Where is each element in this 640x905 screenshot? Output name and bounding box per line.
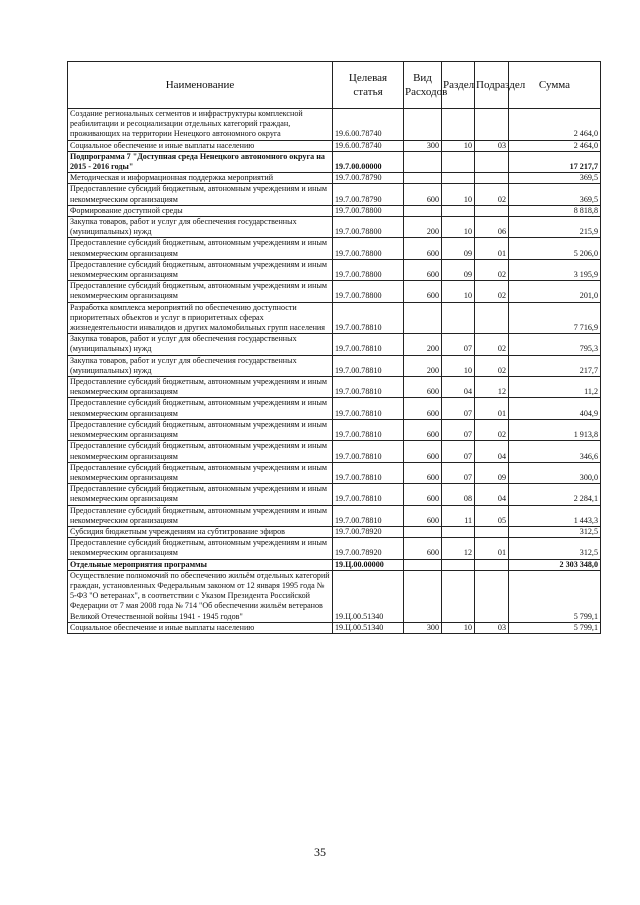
row-expense-type-cell: 600 (404, 238, 442, 259)
row-subsection-cell: 01 (475, 238, 509, 259)
row-section-cell: 09 (442, 238, 475, 259)
table-row (68, 377, 601, 398)
row-section-cell (442, 526, 475, 537)
row-sum-cell: 5 206,0 (509, 238, 601, 259)
row-sum-cell: 1 443,3 (509, 505, 601, 526)
row-name-cell: Предоставление субсидий бюджетным, автономным учреждениям и иным некоммерческим организациям (68, 377, 333, 398)
row-section-cell: 04 (442, 377, 475, 398)
row-name-cell: Закупка товаров, работ и услуг для обеспечения государственных (муниципальных) нужд (68, 334, 333, 355)
table-row (68, 109, 601, 141)
row-sum-cell: 795,3 (509, 334, 601, 355)
row-expense-type-cell: 600 (404, 377, 442, 398)
row-sum-cell: 404,9 (509, 398, 601, 419)
table-row (68, 184, 601, 205)
row-expense-type-cell (404, 526, 442, 537)
row-expense-type-cell: 300 (404, 140, 442, 151)
row-name-cell: Предоставление субсидий бюджетным, автономным учреждениям и иным некоммерческим организациям (68, 462, 333, 483)
row-name-cell: Методическая и информационная поддержка мероприятий (68, 173, 333, 184)
row-target-article-cell: 19.7.00.78810 (333, 334, 404, 355)
row-subsection-cell: 05 (475, 505, 509, 526)
row-expense-type-cell (404, 570, 442, 622)
row-section-cell (442, 302, 475, 334)
row-subsection-cell (475, 173, 509, 184)
row-name-cell: Предоставление субсидий бюджетным, автономным учреждениям и иным некоммерческим организациям (68, 505, 333, 526)
row-section-cell: 10 (442, 622, 475, 633)
table-row (68, 173, 601, 184)
row-name-cell: Разработка комплекса мероприятий по обеспечению доступности приоритетных объектов и услуг в приоритетных сферах жизнедеятельности инвалидов и других маломобильных групп населения (68, 302, 333, 334)
table-row (68, 398, 601, 419)
table-body (68, 109, 601, 634)
row-target-article-cell: 19.7.00.78800 (333, 281, 404, 302)
row-target-article-cell: 19.7.00.78800 (333, 259, 404, 280)
row-expense-type-cell: 600 (404, 441, 442, 462)
row-name-cell: Социальное обеспечение и иные выплаты населению (68, 622, 333, 633)
table-row (68, 559, 601, 570)
row-section-cell: 10 (442, 355, 475, 376)
row-expense-type-cell (404, 109, 442, 141)
row-sum-cell: 312,5 (509, 538, 601, 559)
header-section: Раздел (442, 62, 475, 109)
row-sum-cell: 369,5 (509, 173, 601, 184)
row-subsection-cell: 02 (475, 281, 509, 302)
row-name-cell: Предоставление субсидий бюджетным, автономным учреждениям и иным некоммерческим организациям (68, 398, 333, 419)
row-sum-cell: 7 716,9 (509, 302, 601, 334)
row-target-article-cell: 19.7.00.78800 (333, 238, 404, 259)
row-subsection-cell: 04 (475, 441, 509, 462)
table-row (68, 259, 601, 280)
row-expense-type-cell (404, 302, 442, 334)
row-expense-type-cell (404, 173, 442, 184)
row-subsection-cell: 12 (475, 377, 509, 398)
row-expense-type-cell: 200 (404, 334, 442, 355)
table-row (68, 302, 601, 334)
row-sum-cell: 2 303 348,0 (509, 559, 601, 570)
row-subsection-cell (475, 559, 509, 570)
table-row (68, 281, 601, 302)
row-sum-cell: 17 217,7 (509, 151, 601, 172)
table-row (68, 462, 601, 483)
row-name-cell: Предоставление субсидий бюджетным, автономным учреждениям и иным некоммерческим организациям (68, 484, 333, 505)
row-section-cell: 10 (442, 217, 475, 238)
row-name-cell: Социальное обеспечение и иные выплаты населению (68, 140, 333, 151)
row-sum-cell: 3 195,9 (509, 259, 601, 280)
row-section-cell: 07 (442, 398, 475, 419)
row-subsection-cell (475, 302, 509, 334)
row-subsection-cell (475, 526, 509, 537)
row-name-cell: Субсидия бюджетным учреждениям на субтитрование эфиров (68, 526, 333, 537)
row-name-cell: Предоставление субсидий бюджетным, автономным учреждениям и иным некоммерческим организациям (68, 538, 333, 559)
row-target-article-cell: 19.7.00.78810 (333, 377, 404, 398)
row-subsection-cell: 03 (475, 140, 509, 151)
row-sum-cell: 8 818,8 (509, 205, 601, 216)
row-target-article-cell: 19.7.00.78810 (333, 462, 404, 483)
row-target-article-cell: 19.7.00.78810 (333, 441, 404, 462)
row-subsection-cell: 02 (475, 334, 509, 355)
row-expense-type-cell: 600 (404, 484, 442, 505)
row-subsection-cell: 06 (475, 217, 509, 238)
page-number: 35 (314, 845, 326, 859)
row-name-cell: Создание региональных сегментов и инфраструктуры комплексной реабилитации и ресоциализации отдельных категорий граждан, проживающих на территории Ненецкого автономного округа (68, 109, 333, 141)
row-expense-type-cell (404, 151, 442, 172)
row-target-article-cell: 19.7.00.78920 (333, 526, 404, 537)
row-target-article-cell: 19.7.00.78800 (333, 205, 404, 216)
row-name-cell: Предоставление субсидий бюджетным, автономным учреждениям и иным некоммерческим организациям (68, 238, 333, 259)
row-expense-type-cell: 600 (404, 538, 442, 559)
row-target-article-cell: 19.7.00.78920 (333, 538, 404, 559)
row-target-article-cell: 19.7.00.78790 (333, 184, 404, 205)
row-expense-type-cell: 200 (404, 217, 442, 238)
row-sum-cell: 1 913,8 (509, 419, 601, 440)
row-sum-cell: 5 799,1 (509, 570, 601, 622)
table-row (68, 217, 601, 238)
table-row (68, 622, 601, 633)
row-name-cell: Отдельные мероприятия программы (68, 559, 333, 570)
table-row (68, 151, 601, 172)
row-name-cell: Предоставление субсидий бюджетным, автономным учреждениям и иным некоммерческим организациям (68, 259, 333, 280)
table-row (68, 205, 601, 216)
row-section-cell (442, 173, 475, 184)
row-section-cell: 09 (442, 259, 475, 280)
row-section-cell: 10 (442, 184, 475, 205)
row-expense-type-cell: 600 (404, 462, 442, 483)
row-expense-type-cell: 300 (404, 622, 442, 633)
row-target-article-cell: 19.6.00.78740 (333, 140, 404, 151)
row-name-cell: Осуществление полномочий по обеспечению жильём отдельных категорий граждан, установленных Федеральным законом от 12 января 1995 года № 5-ФЗ "О ветеранах", в соответствии с Указом Президента Российской Федерации от 7 мая 2008 года № 714 "Об обеспечении жильём ветеранов Великой Отечественной войны 1941 - 1945 годов" (68, 570, 333, 622)
row-subsection-cell (475, 205, 509, 216)
table-header-row (68, 62, 601, 109)
row-sum-cell: 2 464,0 (509, 109, 601, 141)
row-name-cell: Закупка товаров, работ и услуг для обеспечения государственных (муниципальных) нужд (68, 217, 333, 238)
row-expense-type-cell: 600 (404, 419, 442, 440)
row-section-cell (442, 151, 475, 172)
row-expense-type-cell: 600 (404, 398, 442, 419)
table-row (68, 526, 601, 537)
row-subsection-cell (475, 570, 509, 622)
row-sum-cell: 300,0 (509, 462, 601, 483)
row-section-cell: 07 (442, 441, 475, 462)
row-target-article-cell: 19.7.00.78810 (333, 398, 404, 419)
row-sum-cell: 11,2 (509, 377, 601, 398)
row-target-article-cell: 19.7.00.78810 (333, 419, 404, 440)
row-sum-cell: 346,6 (509, 441, 601, 462)
row-target-article-cell: 19.7.00.00000 (333, 151, 404, 172)
row-expense-type-cell: 600 (404, 184, 442, 205)
row-target-article-cell: 19.7.00.78810 (333, 302, 404, 334)
row-section-cell: 11 (442, 505, 475, 526)
row-target-article-cell: 19.Ц.00.51340 (333, 622, 404, 633)
header-target-article: Целевая статья (333, 62, 404, 109)
row-target-article-cell: 19.7.00.78810 (333, 484, 404, 505)
header-expense-type: Вид Расходов (404, 62, 442, 109)
table-row (68, 238, 601, 259)
row-expense-type-cell (404, 559, 442, 570)
budget-table (67, 61, 601, 634)
table-row (68, 140, 601, 151)
row-name-cell: Формирование доступной среды (68, 205, 333, 216)
table-row (68, 538, 601, 559)
row-subsection-cell: 04 (475, 484, 509, 505)
table-row (68, 355, 601, 376)
row-sum-cell: 5 799,1 (509, 622, 601, 633)
row-target-article-cell: 19.Ц.00.00000 (333, 559, 404, 570)
row-subsection-cell: 01 (475, 538, 509, 559)
row-section-cell: 10 (442, 281, 475, 302)
row-section-cell (442, 570, 475, 622)
row-subsection-cell (475, 109, 509, 141)
header-name: Наименование (68, 62, 333, 109)
table-row (68, 484, 601, 505)
header-subsection: Подраздел (475, 62, 509, 109)
table-row (68, 441, 601, 462)
row-section-cell (442, 559, 475, 570)
row-subsection-cell (475, 151, 509, 172)
row-subsection-cell: 02 (475, 419, 509, 440)
row-sum-cell: 2 284,1 (509, 484, 601, 505)
row-sum-cell: 215,9 (509, 217, 601, 238)
row-name-cell: Предоставление субсидий бюджетным, автономным учреждениям и иным некоммерческим организациям (68, 184, 333, 205)
row-expense-type-cell (404, 205, 442, 216)
row-sum-cell: 312,5 (509, 526, 601, 537)
row-subsection-cell: 01 (475, 398, 509, 419)
row-target-article-cell: 19.7.00.78810 (333, 505, 404, 526)
row-section-cell: 12 (442, 538, 475, 559)
row-section-cell: 10 (442, 140, 475, 151)
row-sum-cell: 2 464,0 (509, 140, 601, 151)
row-target-article-cell: 19.6.00.78740 (333, 109, 404, 141)
row-target-article-cell: 19.7.00.78810 (333, 355, 404, 376)
row-subsection-cell: 09 (475, 462, 509, 483)
row-section-cell: 08 (442, 484, 475, 505)
row-sum-cell: 369,5 (509, 184, 601, 205)
row-name-cell: Закупка товаров, работ и услуг для обеспечения государственных (муниципальных) нужд (68, 355, 333, 376)
row-name-cell: Подпрограмма 7 "Доступная среда Ненецкого автономного округа на 2015 - 2016 годы" (68, 151, 333, 172)
row-subsection-cell: 03 (475, 622, 509, 633)
row-target-article-cell: 19.Ц.00.51340 (333, 570, 404, 622)
row-sum-cell: 201,0 (509, 281, 601, 302)
table-row (68, 570, 601, 622)
row-expense-type-cell: 600 (404, 505, 442, 526)
row-section-cell: 07 (442, 334, 475, 355)
row-subsection-cell: 02 (475, 355, 509, 376)
row-section-cell: 07 (442, 419, 475, 440)
row-section-cell (442, 205, 475, 216)
table-row (68, 334, 601, 355)
row-sum-cell: 217,7 (509, 355, 601, 376)
row-target-article-cell: 19.7.00.78790 (333, 173, 404, 184)
row-expense-type-cell: 200 (404, 355, 442, 376)
row-subsection-cell: 02 (475, 184, 509, 205)
row-section-cell: 07 (442, 462, 475, 483)
row-name-cell: Предоставление субсидий бюджетным, автономным учреждениям и иным некоммерческим организациям (68, 441, 333, 462)
row-expense-type-cell: 600 (404, 259, 442, 280)
row-name-cell: Предоставление субсидий бюджетным, автономным учреждениям и иным некоммерческим организациям (68, 419, 333, 440)
table-row (68, 505, 601, 526)
row-subsection-cell: 02 (475, 259, 509, 280)
row-target-article-cell: 19.7.00.78800 (333, 217, 404, 238)
row-section-cell (442, 109, 475, 141)
header-sum: Сумма (509, 62, 601, 109)
row-expense-type-cell: 600 (404, 281, 442, 302)
row-name-cell: Предоставление субсидий бюджетным, автономным учреждениям и иным некоммерческим организациям (68, 281, 333, 302)
table-row (68, 419, 601, 440)
